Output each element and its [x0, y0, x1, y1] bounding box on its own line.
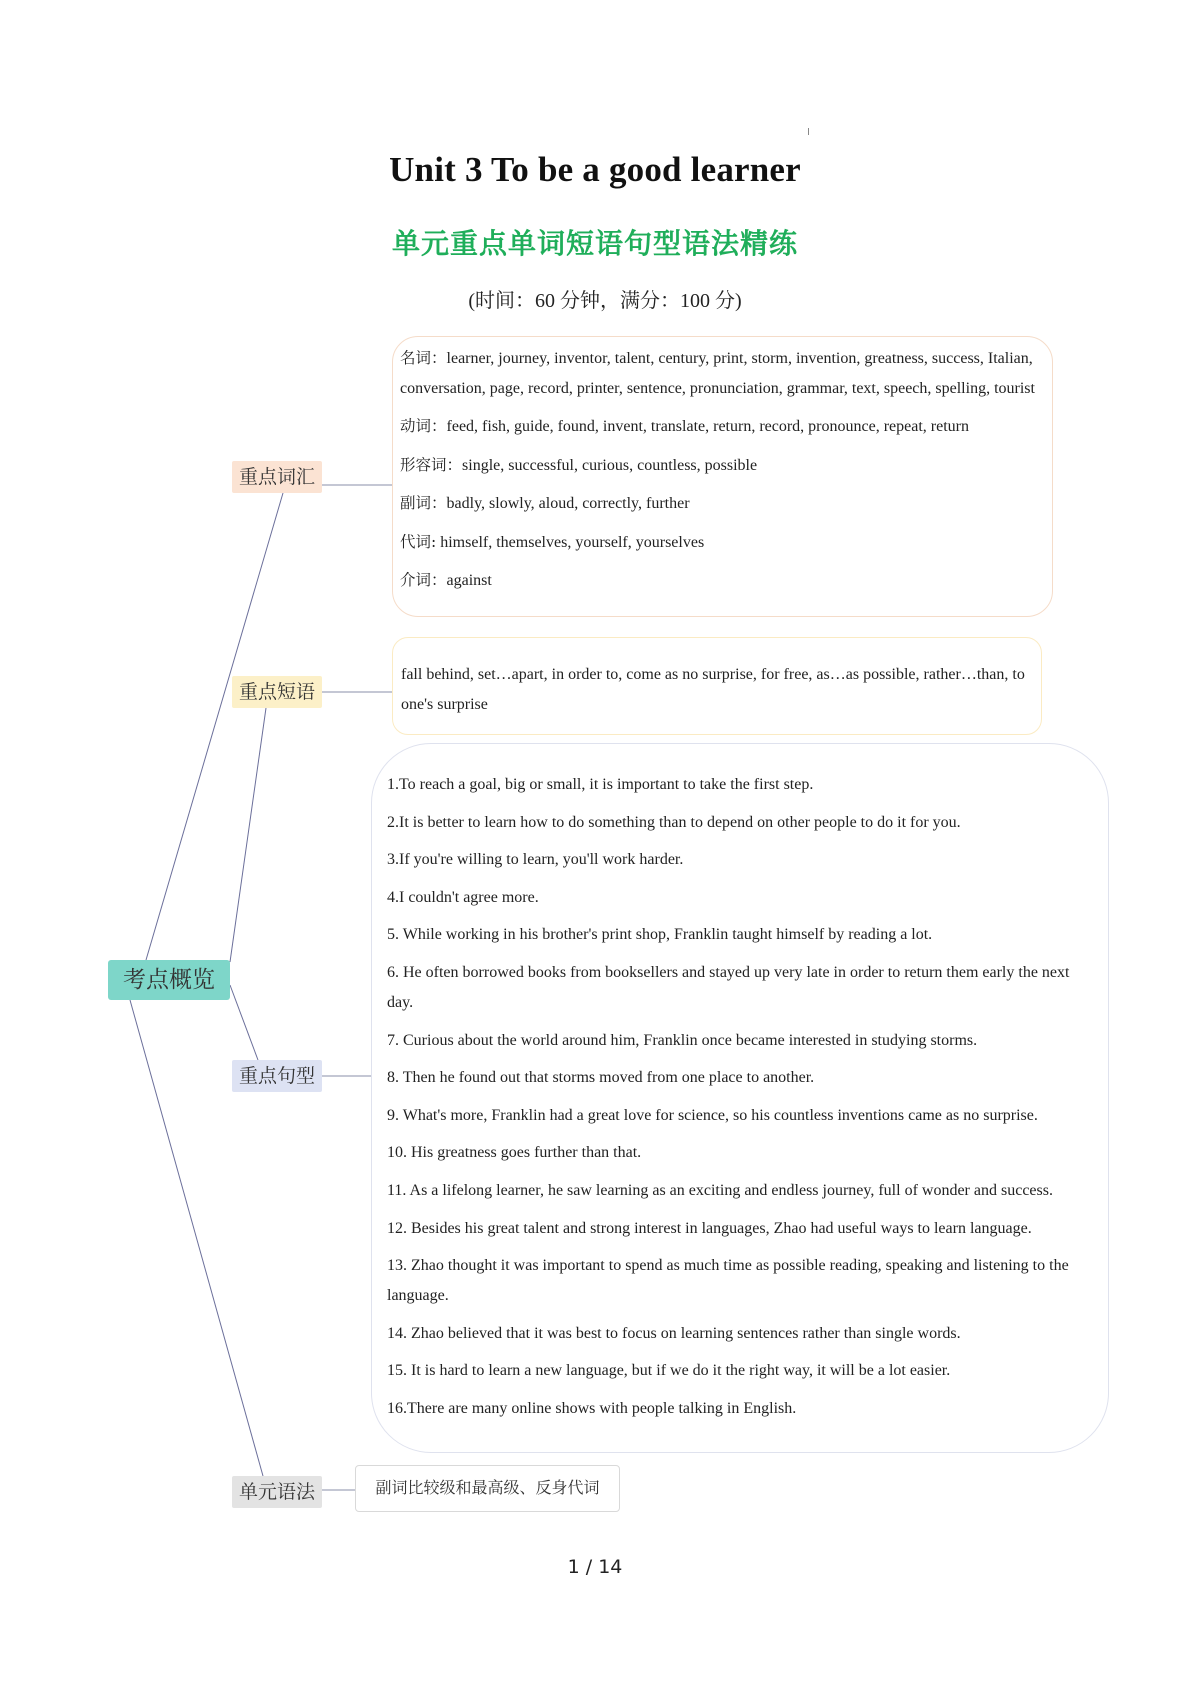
grammar-box: 副词比较级和最高级、反身代词 [355, 1465, 620, 1512]
sentence-item: 14. Zhao believed that it was best to focus on learning sentences rather than single words. [387, 1324, 961, 1342]
vocabulary-box [392, 336, 1053, 617]
vocab-adjectives-text: single, successful, curious, countless, possible [462, 456, 758, 474]
vocab-prepositions-label: 介词： [400, 571, 447, 589]
branch-key-vocabulary: 重点词汇 [232, 461, 322, 493]
branch-key-phrases: 重点短语 [232, 676, 322, 708]
sentence-item: 13. Zhao thought it was important to spend as much time as possible reading, speaking and listening to the language. [387, 1257, 1069, 1305]
vocab-pronouns-label: 代词: [400, 532, 437, 551]
sentence-item: 4.I couldn't agree more. [387, 888, 539, 906]
mindmap-root-node: 考点概览 [108, 960, 230, 1000]
phrases-box: fall behind, set…apart, in order to, come as no surprise, for free, as…as possible, rather…than, to one's surprise [392, 637, 1042, 735]
vocab-verbs-label: 动词： [400, 417, 447, 435]
connector-root-sentences [230, 985, 258, 1060]
vocab-adverbs-text: badly, slowly, aloud, correctly, further [446, 495, 690, 512]
branch-unit-grammar: 单元语法 [232, 1476, 322, 1508]
sentence-item: 10. His greatness goes further than that. [387, 1144, 642, 1162]
sentence-item: 1.To reach a goal, big or small, it is important to take the first step. [387, 776, 814, 793]
sentence-item: 11. As a lifelong learner, he saw learning as an exciting and endless journey, full of wonder and success. [387, 1181, 1053, 1199]
vocab-pronouns [400, 527, 1042, 558]
document-subtitle: 单元重点单词短语句型语法精练 [391, 227, 798, 260]
connector-root-phrases [230, 708, 266, 962]
sentence-item: 3.If you're willing to learn, you'll work harder. [387, 851, 684, 869]
branch-key-sentences: 重点句型 [232, 1060, 322, 1092]
sentence-item: 5. While working in his brother's print shop, Franklin taught himself by reading a lot. [387, 926, 933, 944]
sentence-item: 16.There are many online shows with people talking in English. [387, 1399, 797, 1417]
document-title: Unit 3 To be a good learner [389, 150, 801, 189]
vocab-adjectives [400, 450, 1042, 481]
sentence-item: 6. He often borrowed books from booksellers and stayed up very late in order to return them early the next day. [387, 963, 1070, 1011]
vocab-nouns [400, 343, 1042, 404]
time-score-note: (时间：60 分钟，满分：100 分) [468, 290, 742, 312]
vocab-prepositions-text: against [446, 572, 492, 589]
vocab-nouns-text: learner, journey, inventor, talent, century, print, storm, invention, greatness, success, Italian, conversation, page, record, printer, sentence, pronunciation, grammar, text, speech, spelling, tourist [400, 350, 1035, 397]
sentences-box [371, 743, 1109, 1453]
vocab-nouns-label: 名词： [400, 349, 447, 367]
sentence-item: 15. It is hard to learn a new language, but if we do it the right way, it will be a lot easier. [387, 1362, 951, 1380]
sentence-item: 9. What's more, Franklin had a great love for science, so his countless inventions came as no surprise. [387, 1106, 1038, 1124]
vocab-verbs-text: feed, fish, guide, found, invent, translate, return, record, pronounce, repeat, return [446, 418, 969, 435]
connector-root-vocab [146, 493, 283, 960]
sentence-item: 8. Then he found out that storms moved from one place to another. [387, 1069, 815, 1087]
vocab-pronouns-text: himself, themselves, yourself, yourselves [436, 533, 705, 551]
vocab-verbs [400, 411, 1042, 442]
sentence-item: 7. Curious about the world around him, Franklin once became interested in studying storms. [387, 1031, 978, 1049]
sentence-item: 2.It is better to learn how to do something than to depend on other people to do it for you. [387, 813, 961, 831]
vocab-adverbs [400, 488, 1042, 519]
vocab-adverbs-label: 副词： [400, 494, 447, 512]
page-number: 1 / 14 [567, 1556, 623, 1578]
sentence-item: 12. Besides his great talent and strong interest in languages, Zhao had useful ways to learn language. [387, 1219, 1032, 1237]
vocab-adjectives-label: 形容词： [400, 455, 463, 474]
vocab-prepositions [400, 565, 1042, 596]
